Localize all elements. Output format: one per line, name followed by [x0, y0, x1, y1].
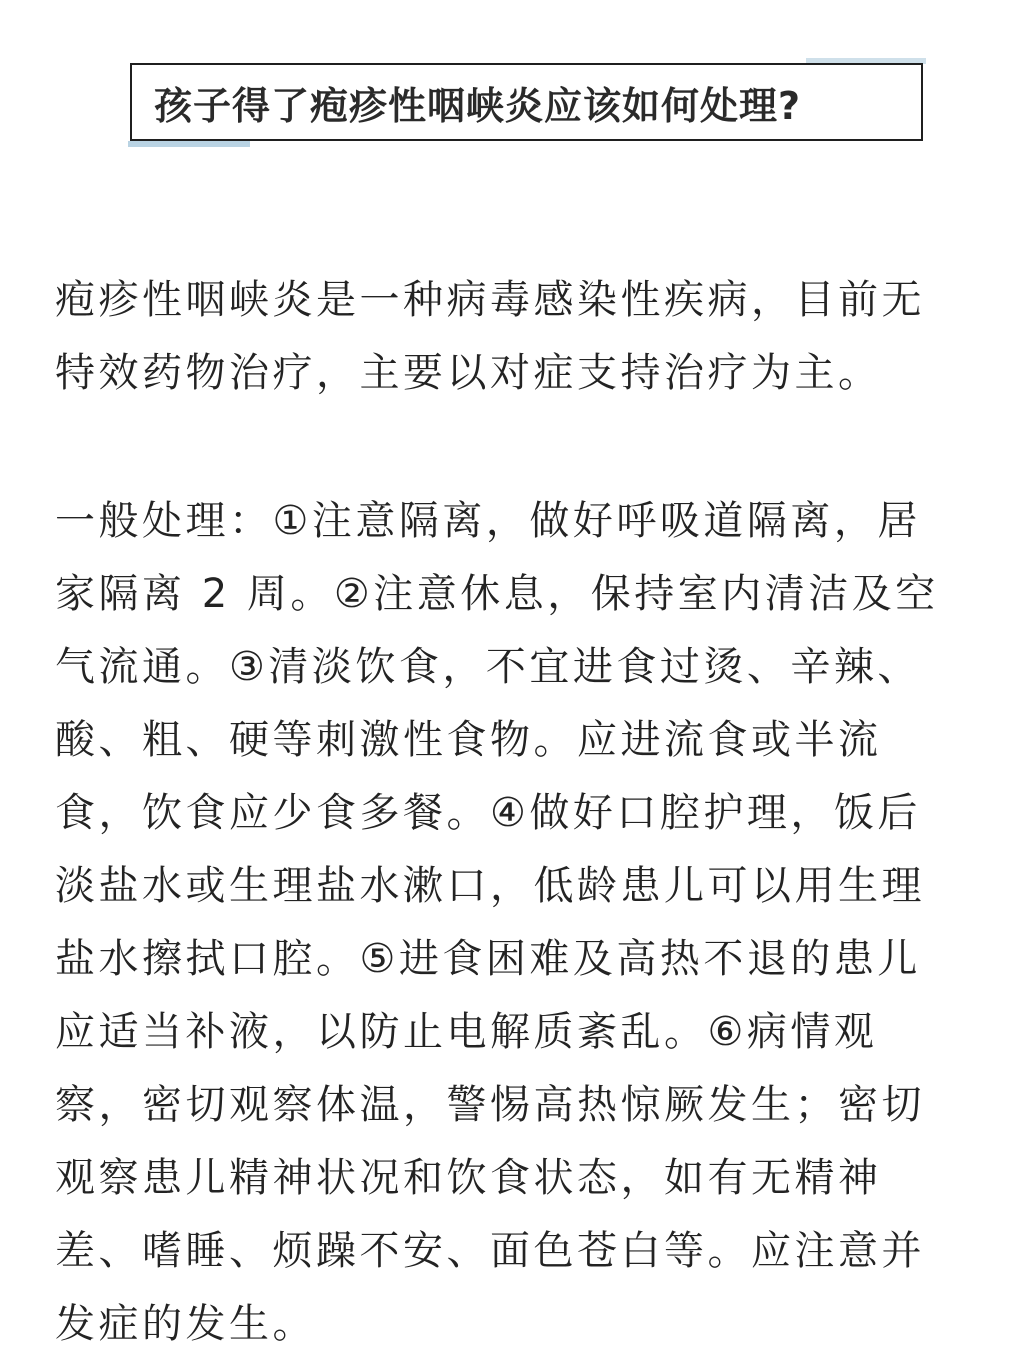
paragraph-line: 食，饮食应少食多餐。④做好口腔护理，饭后: [55, 790, 921, 836]
paragraph-line: 察，密切观察体温，警惕高热惊厥发生；密切: [55, 1082, 925, 1128]
paragraph-line: 淡盐水或生理盐水漱口，低龄患儿可以用生理: [55, 863, 925, 909]
treatment-paragraph: [55, 485, 1005, 1361]
paragraph-line: 盐水擦拭口腔。⑤进食困难及高热不退的患儿: [55, 936, 921, 982]
title-box: [130, 63, 923, 141]
paragraph-line: 家隔离 2 周。②注意休息，保持室内清洁及空: [55, 571, 939, 617]
paragraph-line: 差、嗜睡、烦躁不安、面色苍白等。应注意并: [55, 1228, 925, 1274]
title-accent-bottom-left: [128, 141, 250, 147]
paragraph-line: 疱疹性咽峡炎是一种病毒感染性疾病，目前无: [55, 277, 925, 323]
intro-paragraph: [55, 264, 1005, 410]
paragraph-line: 气流通。③清淡饮食，不宜进食过烫、辛辣、: [55, 644, 921, 690]
paragraph-line: 一般处理：①注意隔离，做好呼吸道隔离，居: [55, 498, 921, 544]
paragraph-line: 特效药物治疗，主要以对症支持治疗为主。: [55, 350, 882, 396]
paragraph-line: 酸、粗、硬等刺激性食物。应进流食或半流: [55, 717, 882, 763]
article-title: 孩子得了疱疹性咽峡炎应该如何处理?: [154, 83, 802, 128]
paragraph-line: 应适当补液，以防止电解质紊乱。⑥病情观: [55, 1009, 878, 1055]
paragraph-line: 发症的发生。: [55, 1301, 316, 1347]
paragraph-line: 观察患儿精神状况和饮食状态，如有无精神: [55, 1155, 882, 1201]
